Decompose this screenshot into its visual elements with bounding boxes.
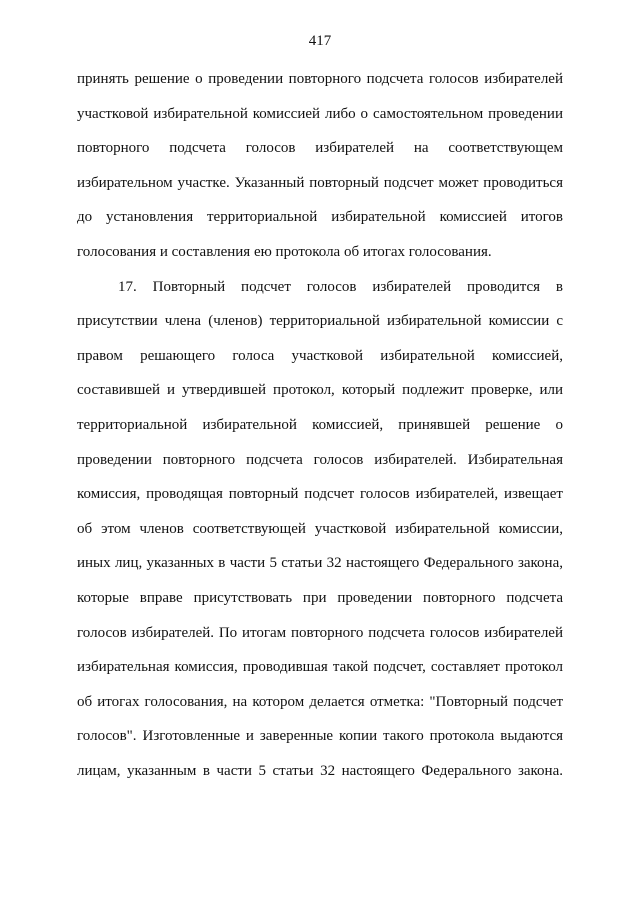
text-line: комиссия, проводящая повторный подсчет голосов избирателей, извещает bbox=[77, 486, 563, 503]
text-line: иных лиц, указанных в части 5 статьи 32 настоящего Федерального закона, bbox=[77, 555, 563, 572]
text-line: голосов". Изготовленные и заверенные копии такого протокола выдаются bbox=[77, 728, 563, 745]
text-line: об итогах голосования, на котором делается отметка: "Повторный подсчет bbox=[77, 693, 563, 710]
text-line: территориальной избирательной комиссией, принявшей решение о bbox=[77, 416, 563, 433]
text-line: правом решающего голоса участковой избирательной комиссией, bbox=[77, 347, 563, 364]
text-line: избирательная комиссия, проводившая такой подсчет, составляет протокол bbox=[77, 659, 563, 676]
text-line: избирательном участке. Указанный повторный подсчет может проводиться bbox=[77, 174, 563, 191]
text-line: присутствии члена (членов) территориальной избирательной комиссии с bbox=[77, 313, 563, 330]
paragraph-start-line: 17. Повторный подсчет голосов избирателей проводится в bbox=[118, 278, 563, 295]
text-line: об этом членов соответствующей участковой избирательной комиссии, bbox=[77, 520, 563, 537]
text-line: повторного подсчета голосов избирателей на соответствующем bbox=[77, 140, 563, 157]
text-line: голосования и составления ею протокола об итогах голосования. bbox=[77, 243, 492, 260]
body-text bbox=[77, 62, 563, 788]
page-number: 417 bbox=[308, 33, 332, 49]
text-line: лицам, указанным в части 5 статьи 32 настоящего Федерального закона. bbox=[77, 762, 563, 779]
text-line: принять решение о проведении повторного подсчета голосов избирателей bbox=[77, 71, 563, 87]
text-line: составившей и утвердившей протокол, который подлежит проверке, или bbox=[77, 382, 563, 399]
text-line: которые вправе присутствовать при проведении повторного подсчета bbox=[77, 589, 563, 606]
text-line: голосов избирателей. По итогам повторного подсчета голосов избирателей bbox=[77, 624, 563, 641]
text-line: до установления территориальной избирательной комиссией итогов bbox=[77, 209, 563, 226]
text-line: проведении повторного подсчета голосов избирателей. Избирательная bbox=[77, 451, 563, 468]
text-line: участковой избирательной комиссией либо о самостоятельном проведении bbox=[77, 105, 563, 122]
